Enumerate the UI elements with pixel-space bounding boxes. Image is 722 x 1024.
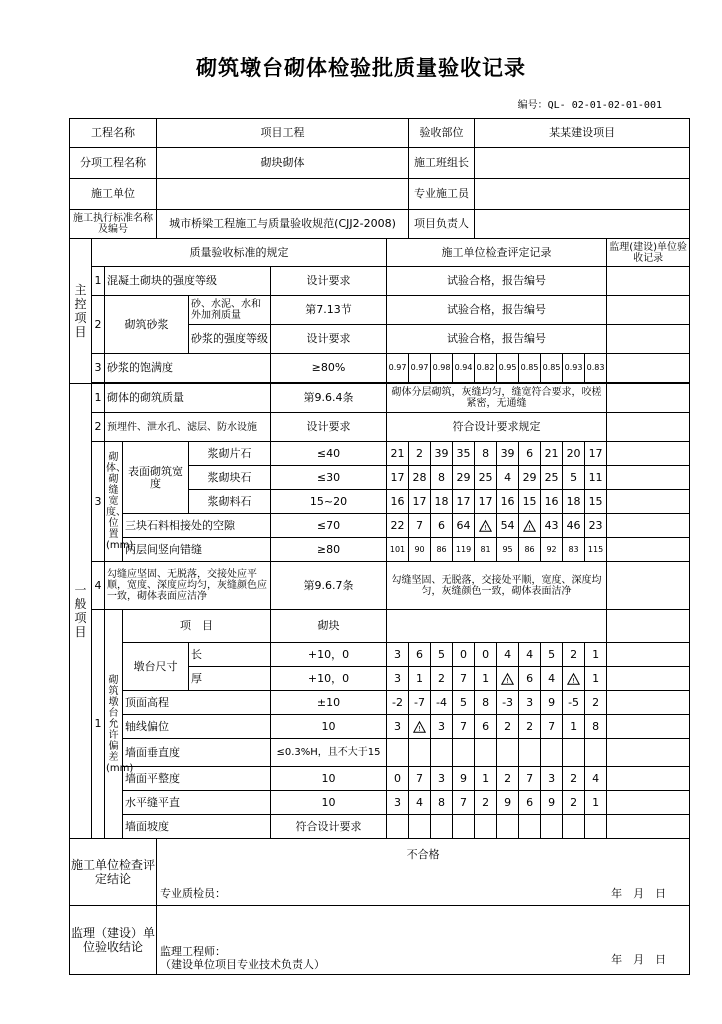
value-cell xyxy=(475,815,497,839)
sup-cell xyxy=(607,562,690,610)
value-cell: 39 xyxy=(497,442,519,466)
value-cell: 17 xyxy=(387,466,409,490)
pm-label: 项目负责人 xyxy=(409,210,475,239)
row-no: 1 xyxy=(92,610,105,839)
req-value: 符合设计要求 xyxy=(271,815,387,839)
value-cell: 0.97 xyxy=(409,354,431,383)
sup-cell xyxy=(607,267,690,296)
value-cell: 0.97 xyxy=(387,354,409,383)
value-cell: 8 xyxy=(431,466,453,490)
value-cell: 81 xyxy=(475,538,497,562)
project-name-value: 项目工程 xyxy=(157,119,409,148)
eval-date: 年 月 日 xyxy=(611,887,667,900)
svg-text:!: ! xyxy=(418,724,421,733)
eval-label: 施工单位检查评定结论 xyxy=(70,839,157,906)
value-cell: 2 xyxy=(563,643,585,667)
eval-result: 不合格 xyxy=(406,848,440,861)
value-cell: 16 xyxy=(387,490,409,514)
value-cell xyxy=(519,739,541,767)
value-cell: 0.83 xyxy=(585,354,607,383)
value-cell: 7 xyxy=(453,715,475,739)
svg-text:!: ! xyxy=(484,523,487,532)
value-cell xyxy=(519,514,541,538)
item-label: 砌体的砌筑质量 xyxy=(105,384,271,413)
value-cell: 7 xyxy=(453,791,475,815)
value-cell: 20 xyxy=(563,442,585,466)
value-cell xyxy=(409,739,431,767)
value-cell xyxy=(453,739,475,767)
value-cell: 25 xyxy=(475,466,497,490)
value-cell: 23 xyxy=(585,514,607,538)
value-cell: 0.93 xyxy=(563,354,585,383)
value-cell xyxy=(585,739,607,767)
value-cell: 6 xyxy=(431,514,453,538)
sup-cell xyxy=(607,691,690,715)
value-cell: 8 xyxy=(475,691,497,715)
value-cell: 22 xyxy=(387,514,409,538)
value-cell: 3 xyxy=(431,715,453,739)
value-cell xyxy=(387,815,409,839)
item-label: 厚 xyxy=(189,667,271,691)
subgroup-label: 表面砌筑宽度 xyxy=(123,442,189,514)
value-cell: 6 xyxy=(519,442,541,466)
value-cell: 18 xyxy=(431,490,453,514)
item-label: 水平缝平直 xyxy=(123,791,271,815)
record-code: 编号：QL- 02-01-02-01-001 xyxy=(517,100,662,111)
accept-dept-value: 某某建设项目 xyxy=(475,119,690,148)
sup-cell xyxy=(607,466,690,490)
item-label: 砂浆的强度等级 xyxy=(189,325,271,354)
sup-cell xyxy=(607,667,690,691)
value-cell: 6 xyxy=(519,667,541,691)
value-cell: 7 xyxy=(409,514,431,538)
warning-triangle-icon xyxy=(501,673,514,685)
req-value: ≤30 xyxy=(271,466,387,490)
sup-cell xyxy=(607,610,690,643)
engineer-note: （建设单位项目专业技术负责人） xyxy=(160,958,325,971)
req-value: 设计要求 xyxy=(271,325,387,354)
value-cell xyxy=(563,815,585,839)
col-check: 施工单位检查评定记录 xyxy=(387,239,607,267)
value-cell: 4 xyxy=(519,643,541,667)
item-label: 浆砌料石 xyxy=(189,490,271,514)
value-cell: 29 xyxy=(519,466,541,490)
value-cell: 0 xyxy=(387,767,409,791)
col-standard: 质量验收标准的规定 xyxy=(92,239,387,267)
sup-cell xyxy=(607,490,690,514)
value-cell: 8 xyxy=(585,715,607,739)
req-value: 设计要求 xyxy=(271,267,387,296)
value-cell: 1 xyxy=(409,667,431,691)
item-label: 浆砌片石 xyxy=(189,442,271,466)
value-cell: 54 xyxy=(497,514,519,538)
value-cell: -2 xyxy=(387,691,409,715)
req-value: +10，0 xyxy=(271,643,387,667)
col-supervision: 监理(建设)单位验收记录 xyxy=(607,239,690,267)
item-label: 混凝土砌块的强度等级 xyxy=(105,267,271,296)
value-cell: 6 xyxy=(475,715,497,739)
value-cell: 4 xyxy=(409,791,431,815)
value-cell: 9 xyxy=(497,791,519,815)
value-cell: 3 xyxy=(387,643,409,667)
value-cell: 64 xyxy=(453,514,475,538)
value-cell: 95 xyxy=(497,538,519,562)
value-cell: 39 xyxy=(431,442,453,466)
value-cell: -7 xyxy=(409,691,431,715)
qc-signature: 专业质检员： xyxy=(160,887,226,900)
value-cell: 1 xyxy=(585,791,607,815)
value-cell: 2 xyxy=(519,715,541,739)
item-header: 项 目 xyxy=(123,610,271,643)
value-cell: 2 xyxy=(497,767,519,791)
value-cell: 5 xyxy=(563,466,585,490)
value-cell: 2 xyxy=(475,791,497,815)
value-cell: 3 xyxy=(387,791,409,815)
value-cell: 15 xyxy=(519,490,541,514)
req-value: 第9.6.4条 xyxy=(271,384,387,413)
unit-value xyxy=(157,179,409,210)
value-cell: 0.95 xyxy=(497,354,519,383)
warning-triangle-icon xyxy=(567,673,580,685)
value-cell xyxy=(387,739,409,767)
svg-text:!: ! xyxy=(528,523,531,532)
svg-text:!: ! xyxy=(572,676,575,685)
value-cell: 3 xyxy=(387,715,409,739)
eval-block xyxy=(157,839,690,906)
value-cell: 5 xyxy=(453,691,475,715)
accept-dept-label: 验收部位 xyxy=(409,119,475,148)
sup-cell xyxy=(607,296,690,325)
req-value: ≤40 xyxy=(271,442,387,466)
value-cell: 7 xyxy=(453,667,475,691)
req-value: +10，0 xyxy=(271,667,387,691)
value-cell: 115 xyxy=(585,538,607,562)
value-cell xyxy=(541,815,563,839)
sup-cell xyxy=(607,791,690,815)
value-cell: 3 xyxy=(519,691,541,715)
sup-cell xyxy=(607,325,690,354)
value-cell: 0 xyxy=(475,643,497,667)
value-cell: 4 xyxy=(497,466,519,490)
req-value: 10 xyxy=(271,715,387,739)
value-cell: 7 xyxy=(519,767,541,791)
sup-cell xyxy=(607,442,690,466)
value-cell: 17 xyxy=(453,490,475,514)
value-cell: 15 xyxy=(585,490,607,514)
item-label: 砂、水泥、水和外加剂质量 xyxy=(189,296,271,325)
value-cell: 4 xyxy=(541,667,563,691)
value-cell xyxy=(453,815,475,839)
value-cell: 21 xyxy=(541,442,563,466)
value-cell: 11 xyxy=(585,466,607,490)
row-no: 4 xyxy=(92,562,105,610)
sup-label: 监理（建设）单位验收结论 xyxy=(70,906,157,975)
values-header xyxy=(387,610,607,643)
value-cell: 4 xyxy=(497,643,519,667)
value-cell: 2 xyxy=(431,667,453,691)
team-leader-label: 施工班组长 xyxy=(409,148,475,179)
req-value: ≤0.3%H，且不大于15 xyxy=(271,739,387,767)
value-cell: 17 xyxy=(585,442,607,466)
value-cell: 9 xyxy=(541,691,563,715)
sup-cell xyxy=(607,767,690,791)
value-cell: 17 xyxy=(409,490,431,514)
value-cell: 86 xyxy=(431,538,453,562)
value-cell: 0 xyxy=(453,643,475,667)
warning-triangle-icon xyxy=(413,721,426,733)
value-cell: 8 xyxy=(431,791,453,815)
check-result: 试验合格，报告编号 xyxy=(387,267,607,296)
row-no: 2 xyxy=(92,296,105,354)
value-cell: 1 xyxy=(585,643,607,667)
sup-cell xyxy=(607,538,690,562)
sup-cell xyxy=(607,354,690,383)
group-label: 砌体、砌缝宽度、位置(mm) xyxy=(105,442,123,562)
sup-block xyxy=(157,906,690,975)
value-cell: 2 xyxy=(409,442,431,466)
value-cell xyxy=(431,739,453,767)
value-cell: -5 xyxy=(563,691,585,715)
value-cell xyxy=(563,667,585,691)
general-section-label: 一般项目 xyxy=(70,384,92,839)
value-cell xyxy=(409,815,431,839)
value-cell: 0.85 xyxy=(541,354,563,383)
row-no: 3 xyxy=(92,442,105,562)
sup-cell xyxy=(607,715,690,739)
value-cell xyxy=(475,739,497,767)
spec-worker-value xyxy=(475,179,690,210)
value-cell: 7 xyxy=(541,715,563,739)
row-no: 1 xyxy=(92,384,105,413)
value-cell: 35 xyxy=(453,442,475,466)
item-label: 两层间竖向错缝 xyxy=(123,538,271,562)
group-label: 砌筑墩台允许偏差(mm) xyxy=(105,610,123,839)
check-result: 符合设计要求规定 xyxy=(387,413,607,442)
value-cell: 1 xyxy=(475,767,497,791)
item-label: 长 xyxy=(189,643,271,667)
sup-cell xyxy=(607,514,690,538)
value-cell: 1 xyxy=(563,715,585,739)
value-cell: 0.94 xyxy=(453,354,475,383)
value-cell: 21 xyxy=(387,442,409,466)
row-no: 1 xyxy=(92,267,105,296)
spec-worker-label: 专业施工员 xyxy=(409,179,475,210)
req-value: ≥80% xyxy=(271,354,387,383)
req-value: ≤70 xyxy=(271,514,387,538)
value-cell xyxy=(497,667,519,691)
value-cell: 9 xyxy=(541,791,563,815)
group-label: 砌筑砂浆 xyxy=(105,296,189,354)
item-label: 墙面平整度 xyxy=(123,767,271,791)
value-cell: 2 xyxy=(563,767,585,791)
team-leader-value xyxy=(475,148,690,179)
value-cell: 2 xyxy=(563,791,585,815)
value-cell: 1 xyxy=(475,667,497,691)
dimension-label: 墩台尺寸 xyxy=(123,643,189,691)
item-label: 三块石料相接处的空隙 xyxy=(123,514,271,538)
sup-cell xyxy=(607,413,690,442)
page-title: 砌筑墩台砌体检验批质量验收记录 xyxy=(196,56,526,80)
subitem-value: 砌块砌体 xyxy=(157,148,409,179)
value-cell xyxy=(409,715,431,739)
value-cell xyxy=(431,815,453,839)
value-cell: 0.85 xyxy=(519,354,541,383)
value-cell: 46 xyxy=(563,514,585,538)
value-cell xyxy=(563,739,585,767)
req-value: 10 xyxy=(271,767,387,791)
standard-value: 城市桥梁工程施工与质量验收规范(CJJ2-2008) xyxy=(157,210,409,239)
sup-cell xyxy=(607,384,690,413)
engineer-signature: 监理工程师： xyxy=(160,945,226,958)
subitem-label: 分项工程名称 xyxy=(70,148,157,179)
value-cell: 92 xyxy=(541,538,563,562)
req-header: 砌块 xyxy=(271,610,387,643)
standard-label: 施工执行标准名称及编号 xyxy=(70,210,157,239)
value-cell: 18 xyxy=(563,490,585,514)
project-name-label: 工程名称 xyxy=(70,119,157,148)
value-cell: 83 xyxy=(563,538,585,562)
check-result: 勾缝坚固、无脱落，交接处平顺，宽度、深度均匀，灰缝颜色一致，砌体表面洁净 xyxy=(387,562,607,610)
value-cell: 90 xyxy=(409,538,431,562)
value-cell: 119 xyxy=(453,538,475,562)
row-no: 2 xyxy=(92,413,105,442)
item-label: 勾缝应坚固、无脱落，交接处应平顺，宽度、深度应均匀，灰缝颜色应一致，砌体表面应洁净 xyxy=(105,562,271,610)
value-cell: 29 xyxy=(453,466,475,490)
value-cell: 16 xyxy=(541,490,563,514)
req-value: 第9.6.7条 xyxy=(271,562,387,610)
value-cell: 4 xyxy=(585,767,607,791)
value-cell xyxy=(475,514,497,538)
value-cell: 6 xyxy=(409,643,431,667)
sup-cell xyxy=(607,643,690,667)
unit-label: 施工单位 xyxy=(70,179,157,210)
value-cell: 5 xyxy=(541,643,563,667)
item-label: 砂浆的饱满度 xyxy=(105,354,271,383)
pm-value xyxy=(475,210,690,239)
value-cell: 5 xyxy=(431,643,453,667)
sup-cell xyxy=(607,815,690,839)
value-cell: 101 xyxy=(387,538,409,562)
item-label: 轴线偏位 xyxy=(123,715,271,739)
value-cell: -3 xyxy=(497,691,519,715)
value-cell: 6 xyxy=(519,791,541,815)
req-value: ≥80 xyxy=(271,538,387,562)
value-cell xyxy=(497,815,519,839)
svg-text:!: ! xyxy=(506,676,509,685)
value-cell: 25 xyxy=(541,466,563,490)
warning-triangle-icon xyxy=(523,520,536,532)
value-cell: 3 xyxy=(431,767,453,791)
check-result: 试验合格，报告编号 xyxy=(387,325,607,354)
value-cell: 9 xyxy=(453,767,475,791)
warning-triangle-icon xyxy=(479,520,492,532)
value-cell: 3 xyxy=(387,667,409,691)
req-value: 第7.13节 xyxy=(271,296,387,325)
req-value: 15~20 xyxy=(271,490,387,514)
value-cell: 28 xyxy=(409,466,431,490)
value-cell: 2 xyxy=(585,691,607,715)
req-value: 设计要求 xyxy=(271,413,387,442)
value-cell: 16 xyxy=(497,490,519,514)
value-cell: 17 xyxy=(475,490,497,514)
row-no: 3 xyxy=(92,354,105,383)
item-label: 墙面坡度 xyxy=(123,815,271,839)
check-result: 试验合格，报告编号 xyxy=(387,296,607,325)
value-cell: 7 xyxy=(409,767,431,791)
req-value: ±10 xyxy=(271,691,387,715)
value-cell: 0.82 xyxy=(475,354,497,383)
value-cell: -4 xyxy=(431,691,453,715)
value-cell: 86 xyxy=(519,538,541,562)
item-label: 墙面垂直度 xyxy=(123,739,271,767)
item-label: 顶面高程 xyxy=(123,691,271,715)
inspection-table xyxy=(69,118,690,975)
value-cell: 43 xyxy=(541,514,563,538)
item-label: 预埋件、泄水孔、滤层、防水设施 xyxy=(105,413,271,442)
sup-date: 年 月 日 xyxy=(611,953,667,966)
req-value: 10 xyxy=(271,791,387,815)
main-section-label: 主控项目 xyxy=(70,239,92,384)
value-cell xyxy=(541,739,563,767)
value-cell: 8 xyxy=(475,442,497,466)
value-cell xyxy=(497,739,519,767)
sup-cell xyxy=(607,739,690,767)
item-label: 浆砌块石 xyxy=(189,466,271,490)
value-cell: 1 xyxy=(585,667,607,691)
value-cell xyxy=(585,815,607,839)
value-cell: 0.98 xyxy=(431,354,453,383)
value-cell: 3 xyxy=(541,767,563,791)
value-cell: 2 xyxy=(497,715,519,739)
value-cell xyxy=(519,815,541,839)
check-result: 砌体分层砌筑，灰缝均匀，缝宽符合要求，咬槎紧密，无通缝 xyxy=(387,384,607,413)
